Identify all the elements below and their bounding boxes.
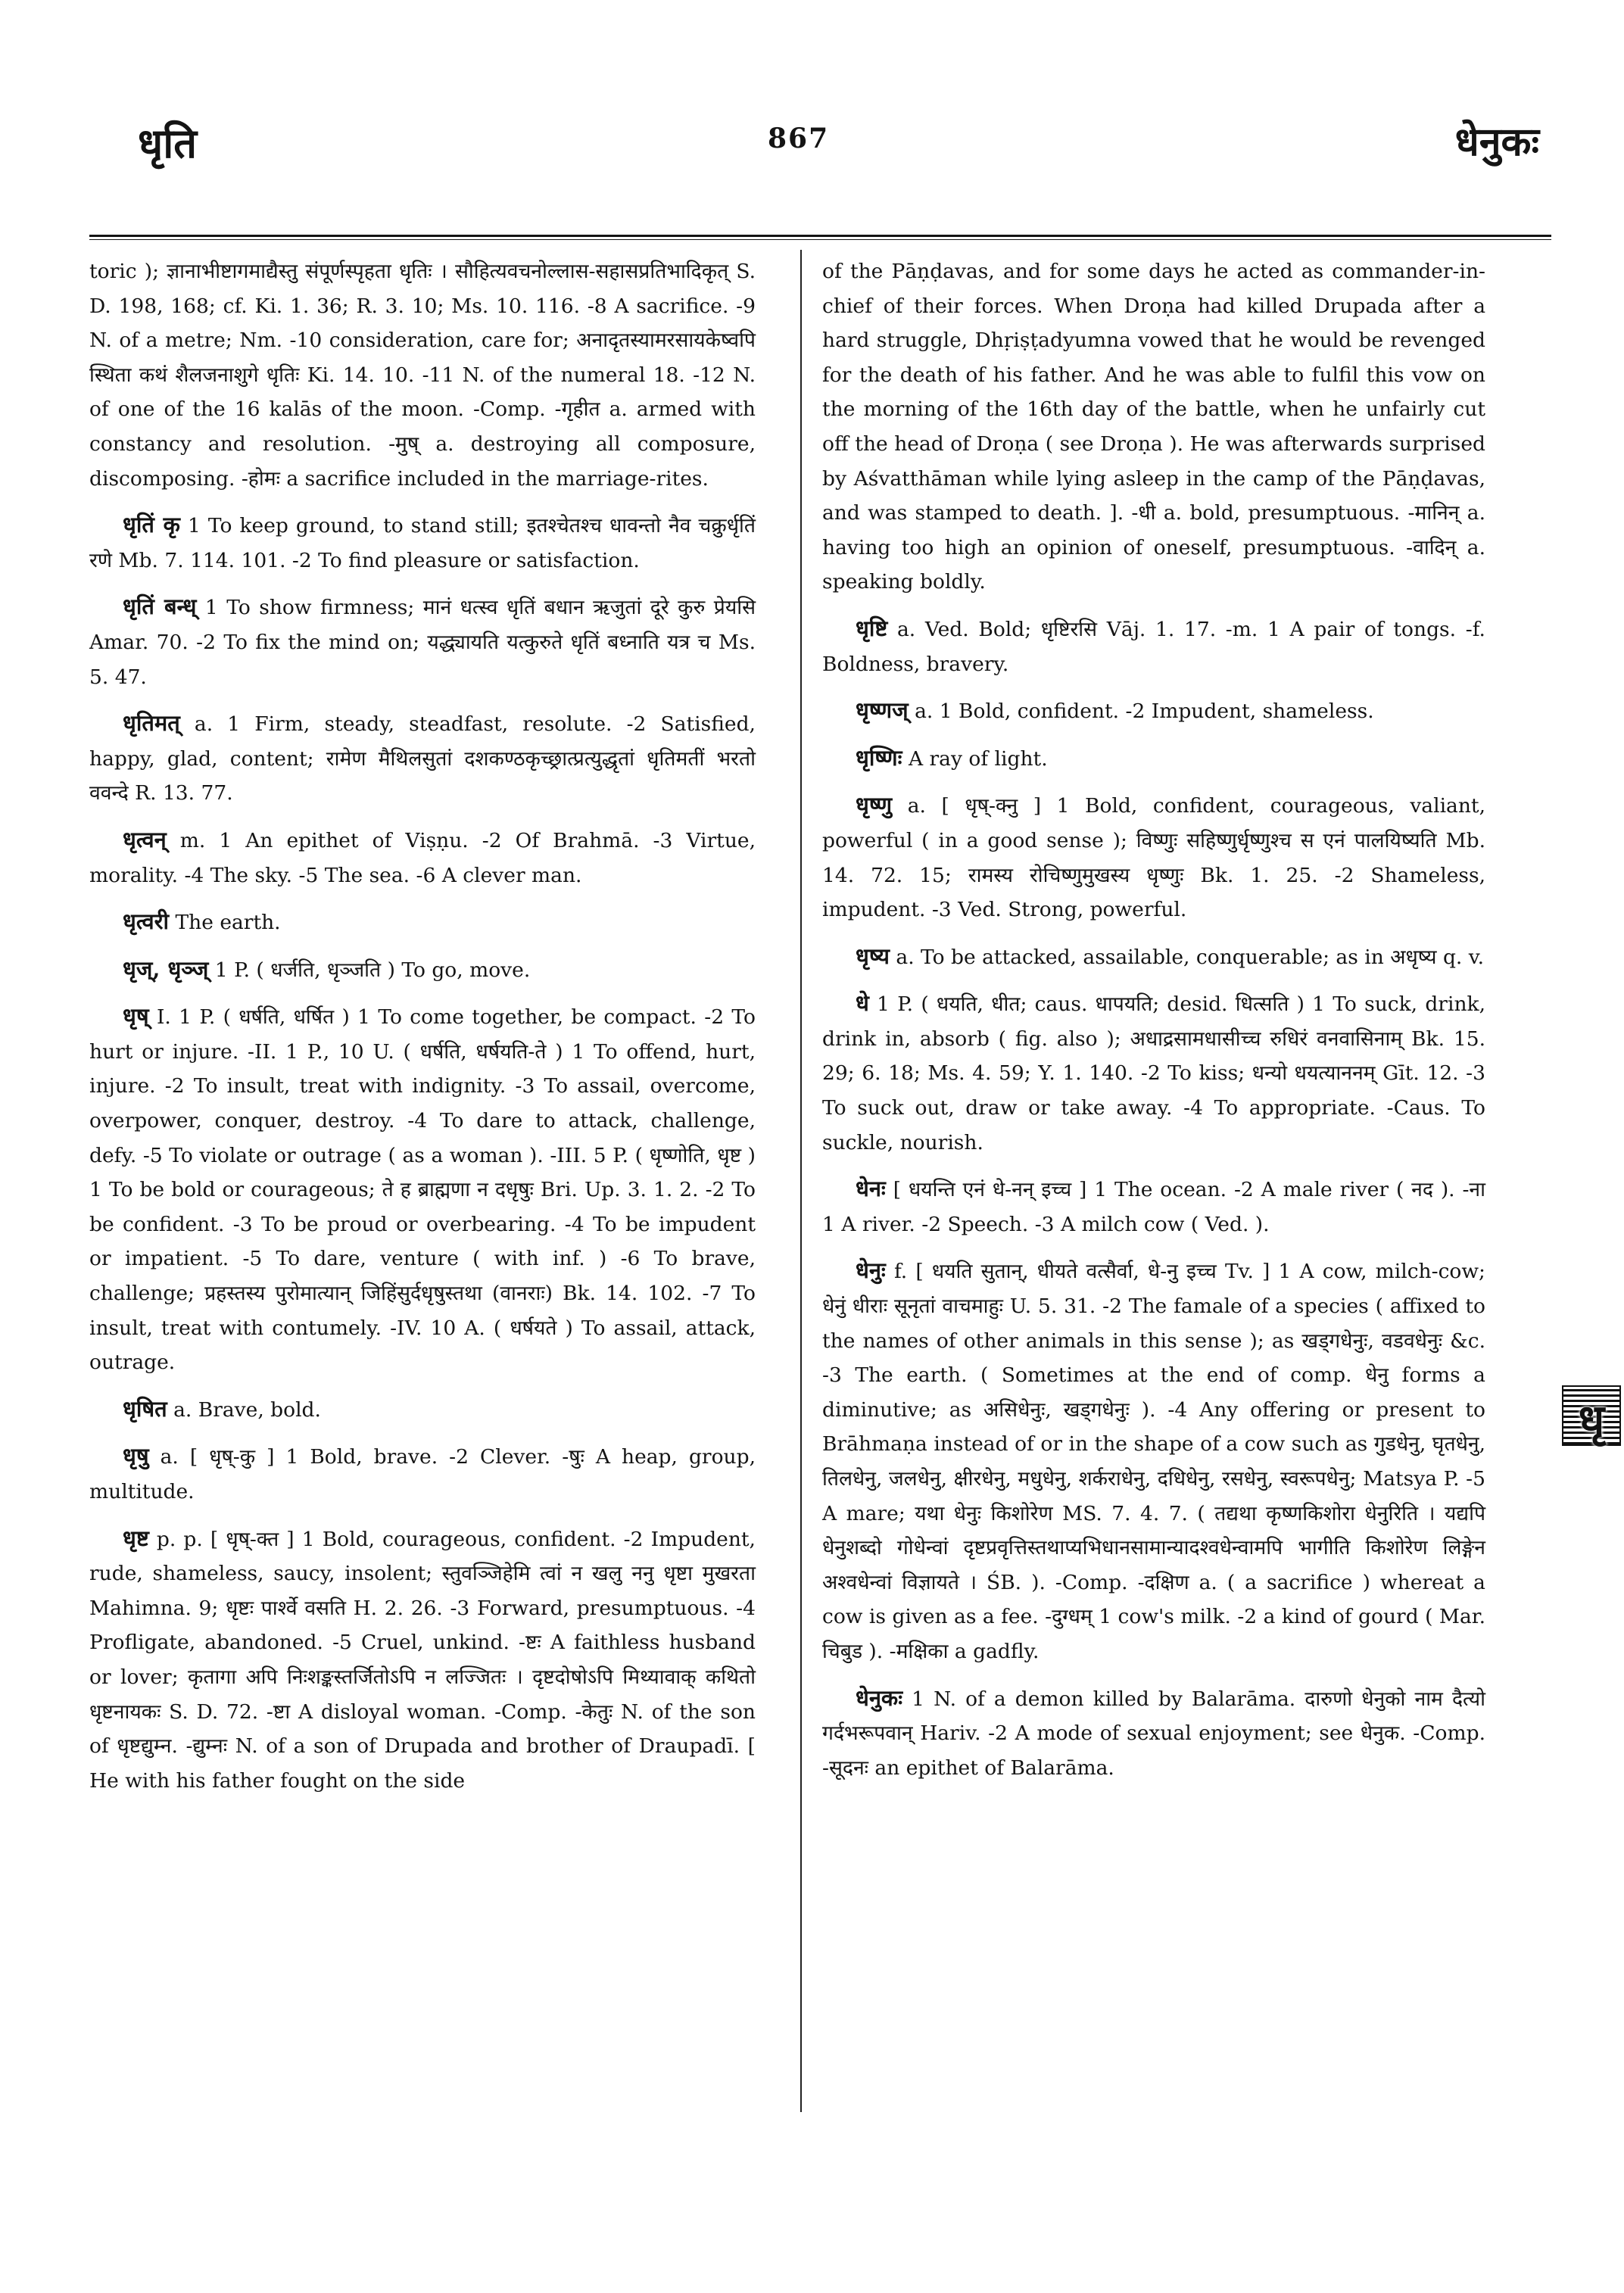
running-head-left: धृति [138, 119, 197, 167]
column-divider [800, 250, 802, 2112]
entry-definition: f. [ धयति सुतान्, धीयते वत्सैर्वा, धे-नु इच्च Tv. ] 1 A cow, milch-cow; धेनुं धीराः सूनृतां वाचमाहुः U. 5. 31. -2 The famale of a species ( affixed to the names of other animals in this sense ); as खड्गधेनुः, वडवधेनुः &c. -3 The earth. ( Sometimes at the end of comp. धेनु forms a diminutive; as असिधेनुः, खड्गधेनुः ). -4 Any offering or present to Brāhmaṇa instead of or in the shape of a cow such as गुडधेनु, घृतधेनु, तिलधेनु, जलधेनु, क्षीरधेनु, मधुधेनु, शर्कराधेनु, दधिधेनु, रसधेनु, स्वरूपधेनु; Matsya P. -5 A mare; यथा धेनुः किशोरेण MS. 7. 4. 7. ( तद्यथा कृष्णकिशोरा धेनुरिति । यद्यपि धेनुशब्दो गोधेन्वां दृष्टप्रवृत्तिस्तथाप्यभिधानसामान्यादश्वधेन्वामपि भागीति किशोरेण लिङ्गेन अश्वधेन्वां विज्ञायते । ŚB. ). -Comp. -दक्षिण a. ( a sacrifice ) whereat a cow is given as a fee. -दुग्धम् 1 cow's milk. -2 a kind of gourd ( Mar. चिबुड ). -मक्षिका a gadfly. [822, 1260, 1485, 1663]
entry-definition: The earth. [175, 911, 281, 935]
dictionary-entry [89, 823, 756, 893]
entry-headword: धे [856, 990, 869, 1017]
entry-definition: [ धयन्ति एनं धे-नन् इच्च ] 1 The ocean. -2 A male river ( नद ). -ना 1 A river. -2 Speech. -3 A milch cow ( Ved. ). [822, 1178, 1485, 1236]
entry-headword: धृष्णज् [856, 697, 909, 724]
entry-headword: धृज्, धृञ्ज् [123, 955, 209, 982]
entry-headword: धृष्ट [123, 1525, 149, 1551]
thumb-index-letter: धृ [1578, 1395, 1605, 1445]
entry-headword: धृत्वन् [123, 826, 167, 852]
dictionary-entry [89, 1522, 756, 1799]
entry-headword: धृष्टि [856, 615, 888, 641]
entry-headword: धृतिं बन्ध् [123, 594, 197, 620]
entry-definition: 1 To keep ground, to stand still; इतश्चेतश्च धावन्तो नैव चक्रुर्धृतिं रणे Mb. 7. 114. 101. -2 To find pleasure or satisfaction. [89, 514, 756, 572]
entry-headword: धृष् [123, 1003, 149, 1030]
entry-headword: धृषु [123, 1443, 149, 1469]
entry-definition: m. 1 An epithet of Viṣṇu. -2 Of Brahmā. -3 Virtue, morality. -4 The sky. -5 The sea. -6 A clever man. [89, 828, 756, 887]
thumb-index-tab [1562, 1385, 1621, 1446]
header-rule [89, 235, 1551, 237]
header-rule-thin [89, 239, 1551, 240]
dictionary-entry [822, 254, 1485, 600]
entry-definition: a. 1 Firm, steady, steadfast, resolute. -2 Satisfied, happy, glad, content; रामेण मैथिलसुतां दशकण्ठकृच्छ्रात्प्रत्युद्धृतां धृतिमतीं भरतो ववन्दे R. 13. 77. [89, 712, 756, 805]
dictionary-entry [822, 1254, 1485, 1668]
entry-definition: a. To be attacked, assailable, conquerable; as in अधृष्य q. v. [896, 945, 1485, 969]
entry-definition: a. 1 Bold, confident. -2 Impudent, shameless. [915, 699, 1374, 724]
entry-definition: I. 1 P. ( धर्षति, धर्षित ) 1 To come together, be compact. -2 To hurt or injure. -II. 1 P., 10 U. ( धर्षति, धर्षयति-ते ) 1 To offend, hurt, injure. -2 To insult, treat with indignity. -3 To assail, overcome, overpower, conquer, destroy. -4 To dare to attack, challenge, defy. -5 To violate or outrage ( as a woman ). -III. 5 P. ( धृष्णोति, धृष्ट ) 1 To be bold or courageous; ते ह ब्राह्मणा न दधृषुः Bri. Up. 3. 1. 2. -2 To be confident. -3 To be proud or overbearing. -4 To be impudent or impatient. -5 To dare, venture ( with inf. ) -6 To brave, challenge; प्रहस्तस्य पुरोमात्यान् जिहिंसुर्दधृषुस्तथा (वानराः) Bk. 14. 102. -7 To insult, treat with contumely. -IV. 10 A. ( धर्षयते ) To assail, attack, outrage. [89, 1005, 756, 1375]
dictionary-entry [822, 1681, 1485, 1786]
dictionary-entry [822, 788, 1485, 927]
entry-headword: धेनुकः [856, 1684, 903, 1711]
left-column [89, 254, 756, 1810]
entry-definition: 1 P. ( धयति, धीत; caus. धापयति; desid. धित्सति ) 1 To suck, drink, drink in, absorb ( fig. also ); अधाद्रसामधासीच्च रुधिरं वनवासिनाम् Bk. 15. 29; 6. 18; Ms. 4. 59; Y. 1. 140. -2 To kiss; धन्यो धयत्याननम् Gīt. 12. -3 To suck out, draw or take away. -4 To appropriate. -Caus. To suckle, nourish. [822, 992, 1485, 1154]
dictionary-entry [89, 254, 756, 496]
entry-definition: a. Ved. Bold; धृष्टिरसि Vāj. 1. 17. -m. 1 A pair of tongs. -f. Boldness, bravery. [822, 617, 1485, 676]
dictionary-entry [822, 1172, 1485, 1242]
running-head-right: धेनुकः [1454, 119, 1539, 165]
dictionary-entry [822, 693, 1485, 729]
entry-headword: धृष्य [856, 942, 890, 969]
entry-headword: धृषित [123, 1395, 167, 1422]
page-number: 867 [768, 123, 830, 154]
entry-definition: 1 P. ( धर्जति, धृञ्जति ) To go, move. [214, 958, 531, 982]
entry-definition: p. p. [ धृष्-क्त ] 1 Bold, courageous, confident. -2 Impudent, rude, shameless, saucy, insolent; स्तुवञ्जिहेमि त्वां न खलु ननु धृष्टा मुखरता Mahimna. 9; धृष्टः पार्श्वे वसति H. 2. 26. -3 Forward, presumptuous. -4 Profligate, abandoned. -5 Cruel, unkind. -ष्टः A faithless husband or lover; कृतागा अपि निःशङ्कस्तर्जितोऽपि न लज्जितः । दृष्टदोषोऽपि मिथ्यावाक् कथितो धृष्टनायकः S. D. 72. -ष्टा A disloyal woman. -Comp. -केतुः N. of the son of धृष्टद्युम्न. -द्युम्नः N. of a son of Drupada and brother of Draupadī. [ He with his father fought on the side [89, 1527, 756, 1793]
entry-definition: a. [ धृष्-क्नु ] 1 Bold, confident, courageous, valiant, powerful ( in a good sense ); विष्णुः सहिष्णुर्धृष्णुश्च स एनं पालयिष्यति Mb. 14. 72. 15; रामस्य रोचिष्णुमुखस्य धृष्णुः Bk. 1. 25. -2 Shameless, impudent. -3 Ved. Strong, powerful. [822, 794, 1485, 922]
entry-headword: धृष्णु [856, 792, 893, 818]
entry-headword: धेनः [856, 1176, 886, 1202]
dictionary-entry [822, 612, 1485, 681]
entry-definition: a. [ धृष्-कु ] 1 Bold, brave. -2 Clever. -षुः A heap, group, multitude. [89, 1445, 756, 1503]
dictionary-entry [89, 999, 756, 1380]
entry-definition: a. Brave, bold. [173, 1397, 321, 1422]
dictionary-entry [822, 986, 1485, 1160]
entry-definition: of the Pāṇḍavas, and for some days he acted as commander-in-chief of their forces. When Droṇa had killed Drupada after a hard struggle, Dhṛiṣṭadyumna vowed that he would be revenged for the death of his father. And he was able to fulfil this vow on the morning of the 16th day of the battle, when he unfairly cut off the head of Droṇa ( see Droṇa ). He was afterwards surprised by Aśvatthāman while lying asleep in the camp of the Pāṇḍavas, and was stamped to death. ]. -धी a. bold, presumptuous. -मानिन् a. having too high an opinion of oneself, presumptuous. -वादिन् a. speaking boldly. [822, 260, 1485, 594]
right-column [822, 254, 1485, 1797]
entry-definition: A ray of light. [908, 746, 1048, 771]
entry-headword: धृष्णिः [856, 744, 902, 771]
entry-definition: 1 To show firmness; मानं धत्स्व धृतिं बधान ऋजुतां दूरे कुरु प्रेयसि Amar. 70. -2 To fix the mind on; यद्ध्यायति यत्कुरुते धृतिं बध्नाति यत्र च Ms. 5. 47. [89, 596, 756, 689]
entry-headword: धेनुः [856, 1257, 886, 1284]
entry-headword: धृतिं कृ [123, 512, 180, 538]
entry-headword: धृतिमत् [123, 710, 180, 737]
dictionary-entry [89, 1392, 756, 1428]
dictionary-entry [89, 590, 756, 694]
dictionary-entry [822, 939, 1485, 975]
dictionary-entry [822, 741, 1485, 777]
dictionary-entry [89, 1439, 756, 1509]
entry-definition: 1 N. of a demon killed by Balarāma. दारुणो धेनुको नाम दैत्यो गर्दभरूपवान् Hariv. -2 A mode of sexual enjoyment; see धेनुक. -Comp. -सूदनः an epithet of Balarāma. [822, 1687, 1485, 1780]
dictionary-entry [89, 905, 756, 940]
dictionary-entry [89, 952, 756, 988]
entry-definition: toric ); ज्ञानाभीष्टागमाद्यैस्तु संपूर्णस्पृहता धृतिः । सौहित्यवचनोल्लास-सहासप्रतिभादिकृत् S. D. 198, 168; cf. Ki. 1. 36; R. 3. 10; Ms. 10. 116. -8 A sacrifice. -9 N. of a metre; Nm. -10 consideration, care for; अनादृतस्यामरसायकेष्वपि स्थिता कथं शैलजनाशुगे धृतिः Ki. 14. 10. -11 N. of the numeral 18. -12 N. of one of the 16 kalās of the moon. -Comp. -गृहीत a. armed with constancy and resolution. -मुष् a. destroying all composure, discomposing. -होमः a sacrifice included in the marriage-rites. [89, 260, 756, 491]
dictionary-entry [89, 706, 756, 811]
entry-headword: धृत्वरी [123, 908, 170, 935]
dictionary-entry [89, 508, 756, 578]
